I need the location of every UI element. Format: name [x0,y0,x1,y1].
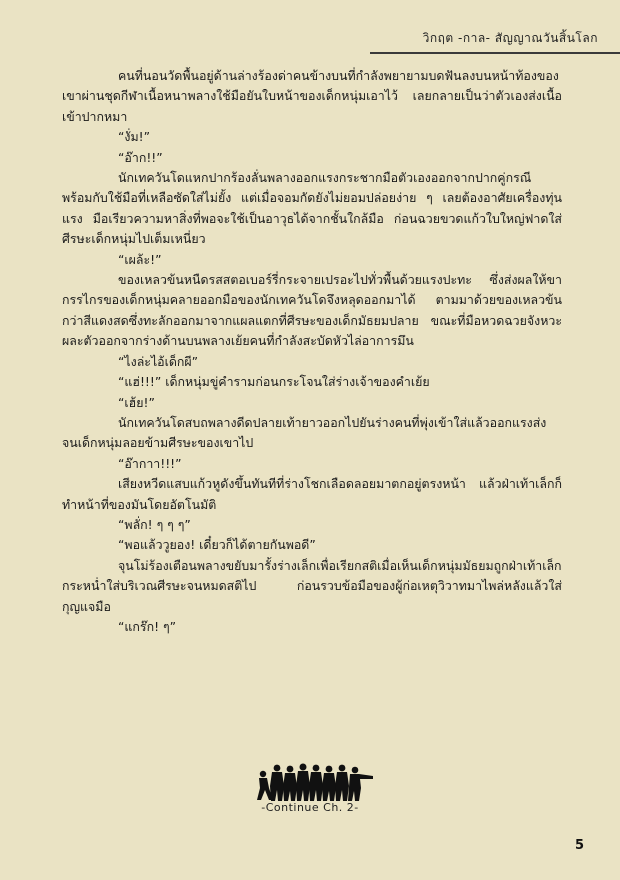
paragraph-2: “งั่ม!” [118,129,151,145]
paragraph-7: “ไงล่ะไอ้เด็กผี” [118,353,199,369]
paragraph-14: “พอแล้ววูยอง! เดี๋ยวก็ได้ตายกันพอดี” [118,537,316,553]
header-rule [370,52,620,54]
paragraph-5: “เผล้ะ!” [118,251,162,267]
continue-label: -Continue Ch. 2- [261,801,359,814]
paragraph-12: เสียงหวีดแสบแก้วหูดังขึ้นทันทีที่ร่างโชกเลือดลอยมาตกอยู่ตรงหน้า แล้วฝ่าเท้าเล็กก็ทำหน้าที่ของมันโดยอัตโนมัติ [62,476,562,512]
paragraph-13: “พลั่ก! ๆ ๆ ๆ” [118,516,191,532]
paragraph-8: “แฮ่!!!” เด็กหนุ่มขู่คำรามก่อนกระโจนใส่ร่างเจ้าของคำเย้ย [118,374,430,390]
silhouette-group-icon [255,760,375,802]
paragraph-9: “เฮ้ย!” [118,394,155,410]
paragraph-16: “แกร๊ก! ๆ” [118,618,177,634]
paragraph-11: “อ๊ากาา!!!” [118,455,182,471]
paragraph-10: นักเทควันโดสบถพลางดีดปลายเท้ายาวออกไปยันร่างคนที่พุ่งเข้าใส่แล้วออกแรงส่งจนเด็กหนุ่มลอยข้ามศีรษะของเขาไป [62,414,547,451]
page-number: 5 [574,838,584,853]
paragraph-15: จุนโม่ร้องเตือนพลางขยับมารั้งร่างเล็กเพื่อเรียกสติเมื่อเห็นเด็กหนุ่มมัธยมถูกฝ่าเท้าเล็กกระหน่ำใส่บริเวณศีรษะจนหมดสติไป ก่อนรวบข้อมือของผู้ก่อเหตุวิวาทมาไพล่หลังแล้วใส่กุญแจมือ [62,557,562,614]
body-text [62,66,562,637]
paragraph-1: คนที่นอนวัดพื้นอยู่ด้านล่างร้องด่าคนข้างบนที่กำลังพยายามบดฟันลงบนหน้าท้องของเขาผ่านชุดกีฬาเนื้อหนาพลางใช้มือยันใบหน้าของเด็กหนุ่มเอาไว้ เลยกลายเป็นว่าตัวเองส่งเนื้อเข้าปากหมา [62,68,562,124]
paragraph-4: นักเทควันโดแหกปากร้องลั่นพลางออกแรงกระชากมือตัวเองออกจากปากคู่กรณี พร้อมกับใช้มือที่เหลือซัดใส่ไม่ยั้ง แต่เมื่อจอมกัดยังไม่ยอมปล่อยง่าย ๆ เลยต้องอาศัยเครื่องทุ่นแรง มือเรียวความหาสิ่งที่พอจะใช้เป็นอาวุธได้จากชั้นใกล้มือ ก่อนฉวยขวดแก้วใบใหญ่ฟาดใส่ศีรษะเด็กหนุ่มไปเต็มเหนี่ยว [62,170,562,247]
header-title: วิกฤต -กาล- สัญญาณวันสิ้นโลก [422,31,598,45]
paragraph-6: ของเหลวข้นหนืดรสสตอเบอร์รี่กระจายเปรอะไปทั่วพื้นด้วยแรงปะทะ ซึ่งส่งผลให้ขากรรไกรของเด็กหนุ่มคลายออกมือของนักเทควันโดจึงหลุดออกมาได้ ตามมาด้วยของเหลวข้นกว่าสีแดงสดซึ่งทะลักออกมาจากแผลแตกที่ศีรษะของเด็กมัธยมปลาย ขณะที่มือหวดฉวยจังหวะผละตัวออกจากร่างด้านบนพลางเย้ยคนที่กำลังสะบัดหัวไล่อาการมึน [62,272,562,349]
paragraph-3: “อ๊าก!!” [118,149,163,165]
